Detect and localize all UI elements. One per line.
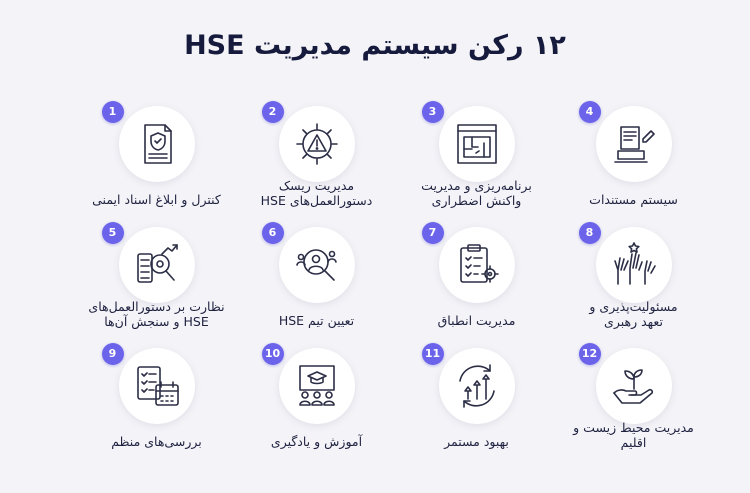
- step-number-badge: 5: [102, 222, 124, 244]
- raised-hands-icon: [596, 227, 672, 303]
- pillar-card-8: [541, 219, 726, 337]
- step-number-badge: 7: [422, 222, 444, 244]
- pillar-label: مدیریت محیط زیست و اقلیم: [573, 420, 694, 450]
- pillar-label: سیستم مستندات: [589, 192, 678, 207]
- step-number-badge: 10: [262, 343, 284, 365]
- pillar-label: مسئولیت‌پذیری و تعهد رهبری: [589, 299, 678, 329]
- step-number-badge: 12: [579, 343, 601, 365]
- gear-warning-icon: [279, 106, 355, 182]
- step-number-badge: 6: [262, 222, 284, 244]
- pillar-card-4: [541, 98, 726, 216]
- team-search-icon: [279, 227, 355, 303]
- document-computer-icon: [596, 106, 672, 182]
- pillar-card-10: [224, 340, 409, 458]
- pillar-label: بررسی‌های منظم: [111, 434, 202, 449]
- pillar-label: برنامه‌ریزی و مدیریت واکنش اضطراری: [421, 178, 532, 208]
- step-number-badge: 1: [102, 101, 124, 123]
- pillar-card-6: [224, 219, 409, 337]
- pillar-label: مدیریت ریسک دستورالعمل‌های HSE: [260, 178, 373, 208]
- pillar-card-1: [64, 98, 249, 216]
- pillar-label: مدیریت انطباق: [437, 313, 516, 328]
- pillar-card-2: [224, 98, 409, 216]
- training-presentation-icon: [279, 348, 355, 424]
- clipboard-gear-icon: [439, 227, 515, 303]
- document-shield-icon: [119, 106, 195, 182]
- monitoring-magnifier-icon: [119, 227, 195, 303]
- step-number-badge: 9: [102, 343, 124, 365]
- checklist-calendar-icon: [119, 348, 195, 424]
- pillar-card-12: [541, 340, 726, 458]
- evacuation-plan-icon: [439, 106, 515, 182]
- step-number-badge: 11: [422, 343, 444, 365]
- pillar-card-5: [64, 219, 249, 337]
- pillar-label: تعیین تیم HSE: [278, 313, 355, 328]
- step-number-badge: 4: [579, 101, 601, 123]
- step-number-badge: 8: [579, 222, 601, 244]
- plant-hand-icon: [596, 348, 672, 424]
- pillar-label: آموزش و یادگیری: [270, 434, 363, 449]
- step-number-badge: 2: [262, 101, 284, 123]
- pillar-card-9: [64, 340, 249, 458]
- pillar-label: بهبود مستمر: [444, 434, 509, 449]
- step-number-badge: 3: [422, 101, 444, 123]
- page-title: ۱۲ رکن سیستم مدیریت HSE: [184, 30, 566, 61]
- growth-cycle-icon: [439, 348, 515, 424]
- pillar-label: کنترل و ابلاغ اسناد ایمنی: [92, 192, 221, 207]
- pillar-label: نظارت بر دستورالعمل‌های HSE و سنجش آن‌ها: [88, 299, 225, 329]
